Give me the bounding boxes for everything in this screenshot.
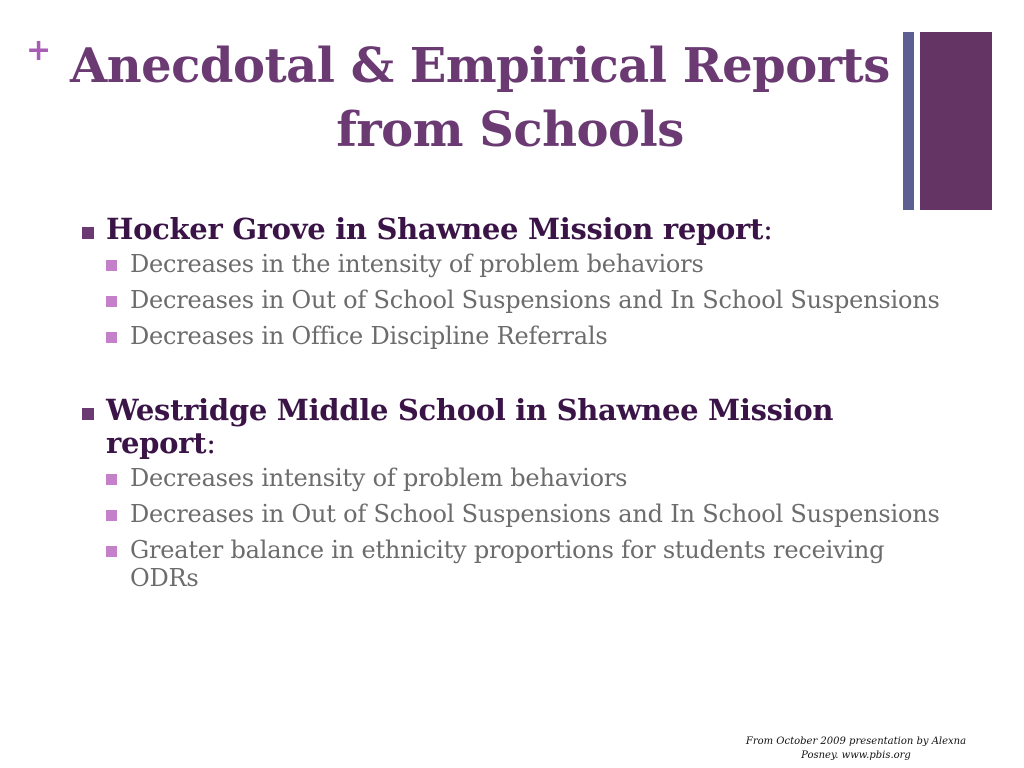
list-item-text: Decreases in Out of School Suspensions and In School Suspensions [130,500,940,528]
square-bullet-icon [106,546,117,557]
square-bullet-icon [106,260,117,271]
list-item [80,250,940,278]
bullet-list [80,464,940,592]
source-footnote [740,735,972,763]
section-westridge [80,394,940,592]
list-item [80,500,940,528]
list-item-text: Greater balance in ethnicity proportions for students receiving ODRs [130,536,885,592]
square-bullet-icon [106,510,117,521]
plus-icon: + [26,33,52,68]
slide-title [70,34,950,162]
list-item [80,322,940,350]
bullet-list [80,250,940,350]
slide-content [80,213,940,600]
section-heading-colon: : [763,212,773,246]
list-item-text: Decreases in Office Discipline Referrals [130,322,608,350]
list-item-text: Decreases in Out of School Suspensions and In School Suspensions [130,286,940,314]
square-bullet-icon [106,332,117,343]
decorative-thin-bar [903,32,914,210]
section-heading-colon: : [206,426,216,460]
slide-title-line-1: Anecdotal & Empirical Reports [70,38,890,94]
square-bullet-icon [106,296,117,307]
section-heading [80,394,940,460]
section-hocker-grove [80,213,940,350]
footnote-line-2: Posney. www.pbis.org [801,750,911,761]
section-heading-text: Westridge Middle School in Shawnee Mission report [106,393,834,460]
square-bullet-icon [82,227,94,239]
list-item [80,464,940,492]
square-bullet-icon [106,474,117,485]
list-item [80,286,940,314]
slide-title-line-2: from Schools [336,102,684,158]
list-item-text: Decreases in the intensity of problem behaviors [130,250,704,278]
section-heading [80,213,940,246]
list-item-text: Decreases intensity of problem behaviors [130,464,628,492]
decorative-thick-bar [920,32,992,210]
square-bullet-icon [82,408,94,420]
list-item [80,536,940,592]
footnote-line-1: From October 2009 presentation by Alexna [745,736,967,747]
section-heading-text: Hocker Grove in Shawnee Mission report [106,212,764,246]
